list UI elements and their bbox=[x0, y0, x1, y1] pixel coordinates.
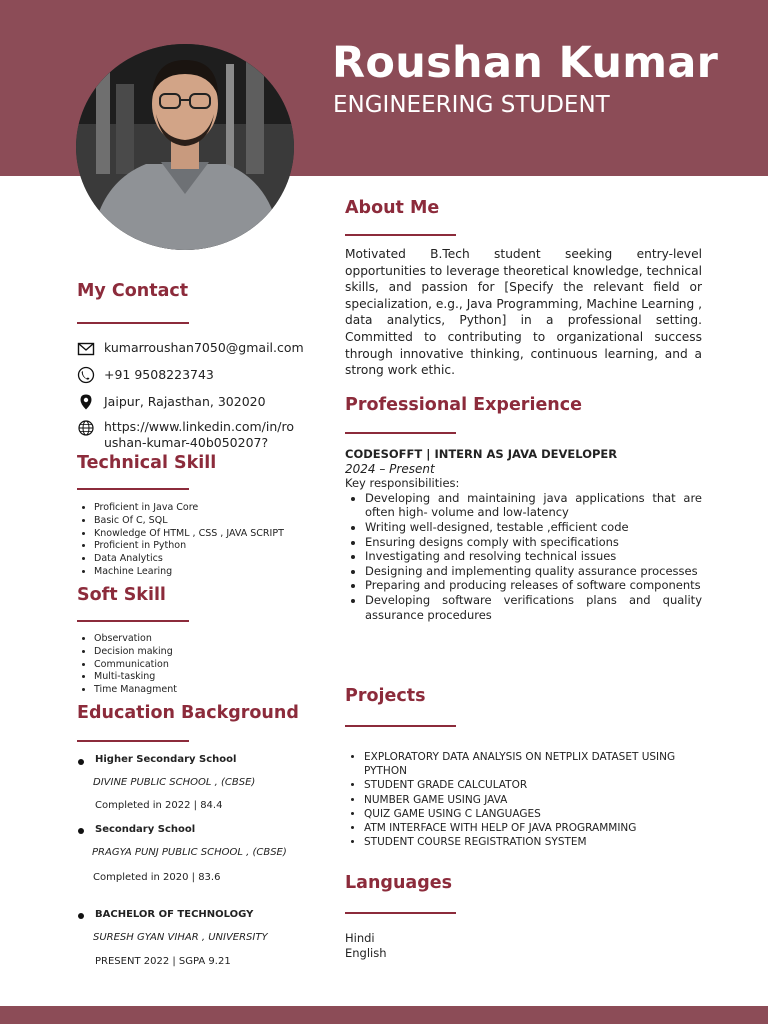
list-item: • Proficient in Java Core bbox=[94, 502, 316, 515]
list-item: • Proficient in Python bbox=[94, 540, 316, 553]
contact-phone[interactable]: +91 9508223743 bbox=[104, 367, 214, 382]
phone-icon bbox=[77, 366, 95, 384]
soft-skill-heading: Soft Skill bbox=[77, 585, 166, 605]
linkedin-line-1: https://www.linkedin.com/in/ro bbox=[104, 419, 294, 434]
contact-location: Jaipur, Rajasthan, 302020 bbox=[104, 394, 266, 409]
about-heading: About Me bbox=[345, 198, 440, 218]
languages-list bbox=[345, 931, 702, 961]
soft-skill-divider bbox=[77, 620, 189, 622]
language-item: Hindi bbox=[345, 931, 375, 945]
education-title: BACHELOR OF TECHNOLOGY bbox=[95, 909, 254, 920]
projects-divider bbox=[345, 725, 456, 727]
education-title: Secondary School bbox=[95, 824, 196, 835]
list-item: • Developing and maintaining java applications that are often high- volume and low-latency bbox=[365, 491, 702, 520]
list-item: • Developing software verifications plans and quality assurance procedures bbox=[365, 593, 702, 622]
profile-portrait bbox=[76, 44, 294, 250]
list-item: • Designing and implementing quality assurance processes bbox=[365, 564, 702, 579]
list-item: • Data Analytics bbox=[94, 553, 316, 566]
list-item: • STUDENT GRADE CALCULATOR bbox=[364, 778, 702, 792]
list-item: • Preparing and producing releases of software components bbox=[365, 578, 702, 593]
experience-intro: Key responsibilities: bbox=[345, 476, 460, 491]
list-item: • Decision making bbox=[94, 646, 316, 659]
education-result: Completed in 2022 | 84.4 bbox=[95, 800, 223, 811]
education-title: Higher Secondary School bbox=[95, 754, 237, 765]
languages-heading: Languages bbox=[345, 873, 453, 893]
candidate-role: ENGINEERING STUDENT bbox=[333, 92, 610, 118]
education-school: PRAGYA PUNJ PUBLIC SCHOOL , (CBSE) bbox=[92, 847, 287, 858]
profile-photo bbox=[76, 44, 294, 250]
technical-skill-heading: Technical Skill bbox=[77, 453, 217, 473]
contact-linkedin[interactable] bbox=[104, 419, 294, 451]
list-item: • EXPLORATORY DATA ANALYSIS ON NETPLIX DATASET USING PYTHON bbox=[364, 750, 702, 778]
list-item: • Observation bbox=[94, 633, 316, 646]
list-item: • Basic Of C, SQL bbox=[94, 515, 316, 528]
location-pin-icon bbox=[77, 393, 95, 411]
education-school: SURESH GYAN VIHAR , UNIVERSITY bbox=[93, 932, 268, 943]
projects-heading: Projects bbox=[345, 686, 426, 706]
list-item: • Machine Learing bbox=[94, 566, 316, 579]
candidate-name: Roushan Kumar bbox=[332, 38, 719, 88]
bullet-dot bbox=[78, 828, 84, 834]
list-item: • ATM INTERFACE WITH HELP OF JAVA PROGRAMMING bbox=[364, 821, 702, 835]
experience-company: CODESOFFT | INTERN AS JAVA DEVELOPER bbox=[345, 447, 618, 461]
mail-icon bbox=[77, 340, 95, 358]
bullet-dot bbox=[78, 759, 84, 765]
contact-heading: My Contact bbox=[77, 281, 189, 301]
contact-divider bbox=[77, 322, 189, 324]
list-item: • NUMBER GAME USING JAVA bbox=[364, 793, 702, 807]
list-item: • QUIZ GAME USING C LANGUAGES bbox=[364, 807, 702, 821]
list-item: • Communication bbox=[94, 659, 316, 672]
list-item: • Knowledge Of HTML , CSS , JAVA SCRIPT bbox=[94, 528, 316, 541]
education-divider bbox=[77, 740, 189, 742]
languages-divider bbox=[345, 912, 456, 914]
list-item: • Multi-tasking bbox=[94, 671, 316, 684]
list-item: • Investigating and resolving technical issues bbox=[365, 549, 702, 564]
list-item: • Ensuring designs comply with specifications bbox=[365, 535, 702, 550]
list-item: • STUDENT COURSE REGISTRATION SYSTEM bbox=[364, 835, 702, 849]
list-item: • Time Managment bbox=[94, 684, 316, 697]
experience-period: 2024 – Present bbox=[345, 461, 435, 476]
language-item: English bbox=[345, 946, 387, 960]
experience-divider bbox=[345, 432, 456, 434]
technical-skill-list bbox=[76, 502, 316, 579]
education-result: Completed in 2020 | 83.6 bbox=[93, 872, 221, 883]
technical-skill-divider bbox=[77, 488, 189, 490]
list-item: • Writing well-designed, testable ,efficient code bbox=[365, 520, 702, 535]
education-heading: Education Background bbox=[77, 703, 299, 723]
about-text: Motivated B.Tech student seeking entry-level opportunities to leverage theoretical knowledge, technical skills, and passion for [Specify the relevant field or specialization, e.g., Java Programming, Machine Learning , data analytics, Python] in a professional setting. Committed to contributing to organizational success through innovative thinking, continuous learning, and a strong work ethic. bbox=[345, 247, 702, 378]
contact-email[interactable]: kumarroushan7050@gmail.com bbox=[104, 340, 304, 355]
soft-skill-list bbox=[76, 633, 316, 697]
about-divider bbox=[345, 234, 456, 236]
experience-block bbox=[345, 447, 702, 622]
projects-list bbox=[345, 750, 702, 849]
linkedin-line-2: ushan-kumar-40b050207? bbox=[104, 435, 269, 450]
education-result: PRESENT 2022 | SGPA 9.21 bbox=[95, 956, 231, 967]
experience-heading: Professional Experience bbox=[345, 395, 583, 415]
bullet-dot bbox=[78, 913, 84, 919]
footer-bar bbox=[0, 1006, 768, 1024]
education-school: DIVINE PUBLIC SCHOOL , (CBSE) bbox=[93, 777, 256, 788]
globe-icon bbox=[77, 419, 95, 437]
